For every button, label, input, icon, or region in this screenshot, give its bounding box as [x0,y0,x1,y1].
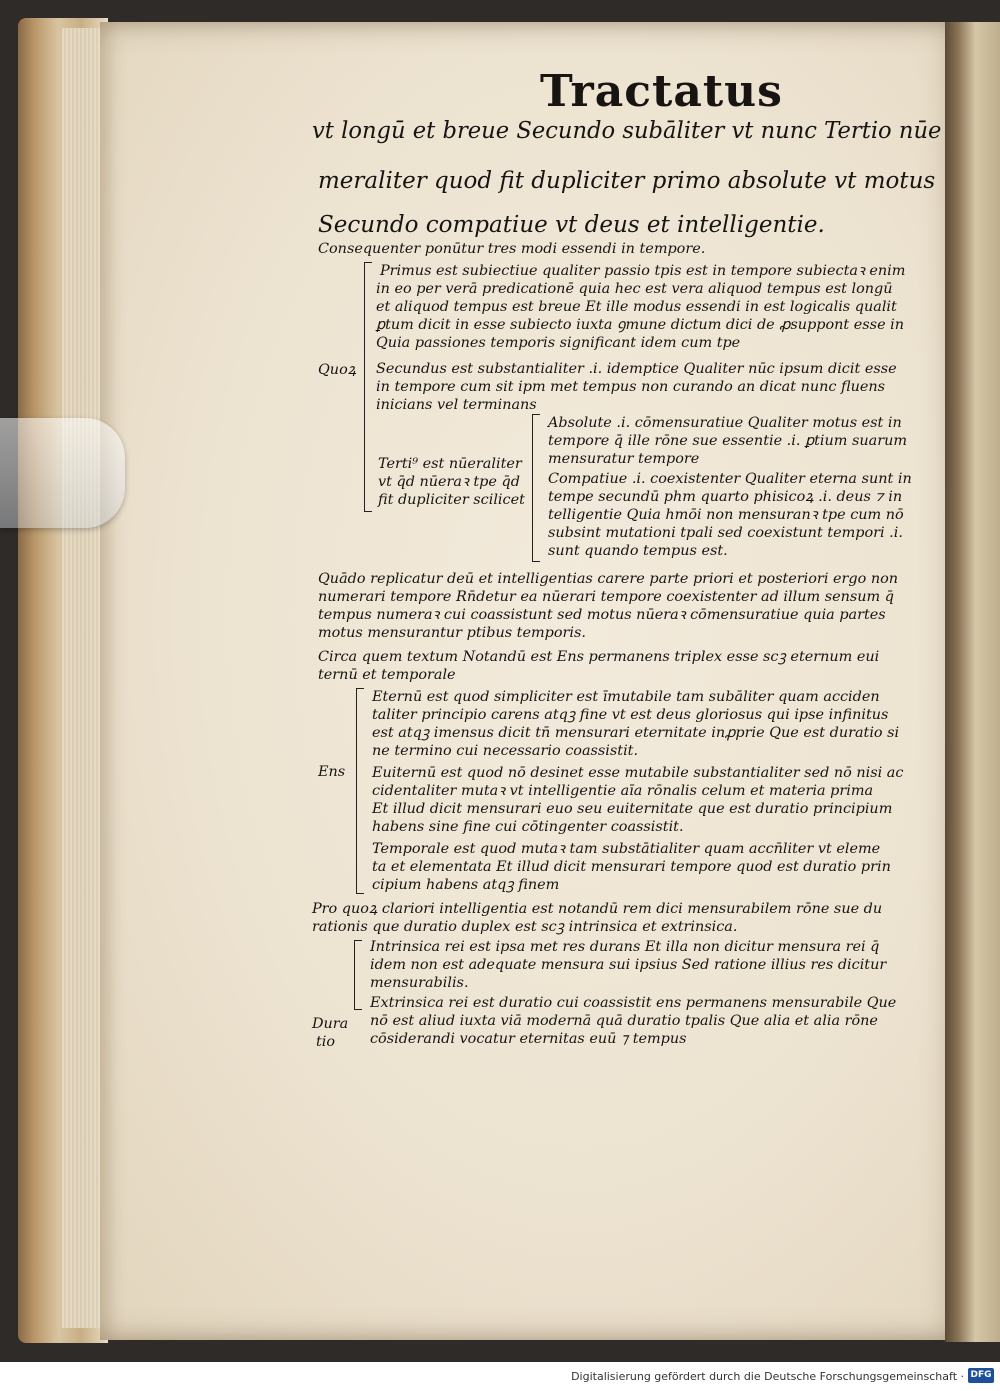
page-title: Tractatus [540,66,783,117]
ens-line: taliter principio carens atqꝫ fine vt est deus gloriosus qui ipse infinitus [372,707,889,723]
quando-line: numerari tempore Rn̄detur ea nūerari tempore coexistenter ad illum sensum q̄ [318,589,894,605]
tertius-sub-line: sunt quando tempus est. [548,543,728,559]
brace-tick-top [356,688,364,689]
tertius-sub-line: telligentie Quia hmōi non mensuranꝛ tpe cum nō [548,507,904,523]
heading-line-3: Secundo compatiue vt deus et intelligentie. [318,212,825,238]
margin-ens: Ens [318,764,346,780]
duratio-line: idem non est adequate mensura sui ipsius Sed ratione illius res dicitur [370,957,887,973]
margin-duratio-1: Dura [312,1016,349,1032]
pro-line: Pro quoꝝ clariori intelligentia est notandū rem dici mensurabilem rōne sue du [312,901,883,917]
block1-line: Quia passiones temporis significant idem cum tpe [376,335,741,351]
circa-line: Circa quem textum Notandū est Ens permanens triplex esse scꝫ eternum eui [318,649,880,665]
brace-tick-bottom [356,893,364,894]
quando-line: motus mensurantur ptibus temporis. [318,625,586,641]
circa-line: ternū et temporale [318,667,456,683]
block1-line: inicians vel terminans [376,397,537,413]
dfg-credit-text: Digitalisierung gefördert durch die Deutsche Forschungsgemeinschaft · [571,1370,964,1383]
block1-line: in tempore cum sit ipm met tempus non curando an dicat nunc fluens [376,379,886,395]
brace-tick-bottom [364,511,372,512]
credit-footer [0,1362,1000,1391]
book-gutter-right [945,22,1000,1342]
tertius-sub-line: subsint mutationi tpali sed coexistunt tempori .i. [548,525,903,541]
block1-line: ꝑtum dicit in esse subiecto iuxta ꝯmune dictum dici de ꝓsuppont esse in [376,317,905,333]
quando-line: Quādo replicatur deū et intelligentias carere parte priori et posteriori ergo non [318,571,899,587]
ens-line: ta et elementata Et illud dicit mensurari tempore quod est duratio prin [372,859,891,875]
brace-tick-top [354,940,362,941]
duratio-line: nō est aliud iuxta viā modernā quā duratio tpalis Que alia et alia rōne [370,1013,878,1029]
brace-tertius [532,414,533,562]
duratio-line: Intrinsica rei est ipsa met res durans Et illa non dicitur mensura rei q̄ [370,939,880,955]
glass-page-clip [0,418,125,528]
tertius-sub-line: Absolute .i. cōmensuratiue Qualiter motus est in [548,415,902,431]
ens-line: cidentaliter mutaꝛ vt intelligentie aīa rōnalis celum et materia prima [372,783,874,799]
ens-line: cipium habens atqꝫ finem [372,877,560,893]
brace-quorum [364,262,365,512]
tertius-line: Terti⁹ est nūeraliter [378,456,522,472]
block1-line: Secundus est substantialiter .i. idemptice Qualiter nūc ipsum dicit esse [376,361,897,377]
quando-line: tempus numeraꝛ cui coassistunt sed motus nūeraꝛ cōmensuratiue quia partes [318,607,886,623]
margin-quorum: Quoꝝ [318,362,357,378]
duratio-line: mensurabilis. [370,975,469,991]
block1-line: Primus est subiectiue qualiter passio tpis est in tempore subiectaꝛ enim [380,263,906,279]
tertius-line: fit dupliciter scilicet [378,492,525,508]
ens-line: habens sine fine cui cōtingenter coassistit. [372,819,684,835]
tertius-sub-line: tempore q̄ ille rōne sue essentie .i. ꝑtium suarum [548,433,908,449]
brace-tick-top [532,414,540,415]
tertius-sub-line: tempe secundū phm quarto phisicoꝝ .i. deus ⁊ in [548,489,903,505]
margin-duratio-2: tio [316,1034,336,1050]
duratio-line: cōsiderandi vocatur eternitas euū ⁊ tempus [370,1031,687,1047]
ens-line: Euiternū est quod nō desinet esse mutabile substantialiter sed nō nisi ac [372,765,904,781]
dfg-logo-icon[interactable]: DFG [968,1368,994,1383]
consequenter-line: Consequenter ponūtur tres modi essendi in tempore. [318,241,706,257]
tertius-sub-line: mensuratur tempore [548,451,700,467]
ens-line: Temporale est quod mutaꝛ tam substātialiter quam accn̄liter vt eleme [372,841,881,857]
block1-line: et aliquod tempus est breue Et ille modus essendi in est logicalis qualit [376,299,897,315]
tertius-line: vt q̄d nūeraꝛ tpe q̄d [378,474,520,490]
heading-line-2: meraliter quod fit dupliciter primo absolute vt motus [318,168,936,194]
tertius-sub-line: Compatiue .i. coexistenter Qualiter eterna sunt in [548,471,912,487]
ens-line: Eternū est quod simpliciter est īmutabile tam subāliter quam acciden [372,689,880,705]
block1-line: in eo per verā predicationē quia hec est vera aliquod tempus est longū [376,281,893,297]
brace-tick-bottom [354,1009,362,1010]
duratio-line: Extrinsica rei est duratio cui coassistit ens permanens mensurabile Que [370,995,897,1011]
brace-ens [356,688,357,894]
ens-line: est atqꝫ imensus dicit tn̄ mensurari eternitate inꝓprie Que est duratio si [372,725,900,741]
brace-tick-top [364,262,372,263]
ens-line: Et illud dicit mensurari euo seu euiternitate que est duratio principium [372,801,893,817]
brace-tick-bottom [532,561,540,562]
heading-line-1: vt longū et breue Secundo subāliter vt nunc Tertio nūe [312,118,942,144]
brace-duratio [354,940,355,1010]
ens-line: ne termino cui necessario coassistit. [372,743,639,759]
pro-line: rationis que duratio duplex est scꝫ intrinsica et extrinsica. [312,919,738,935]
